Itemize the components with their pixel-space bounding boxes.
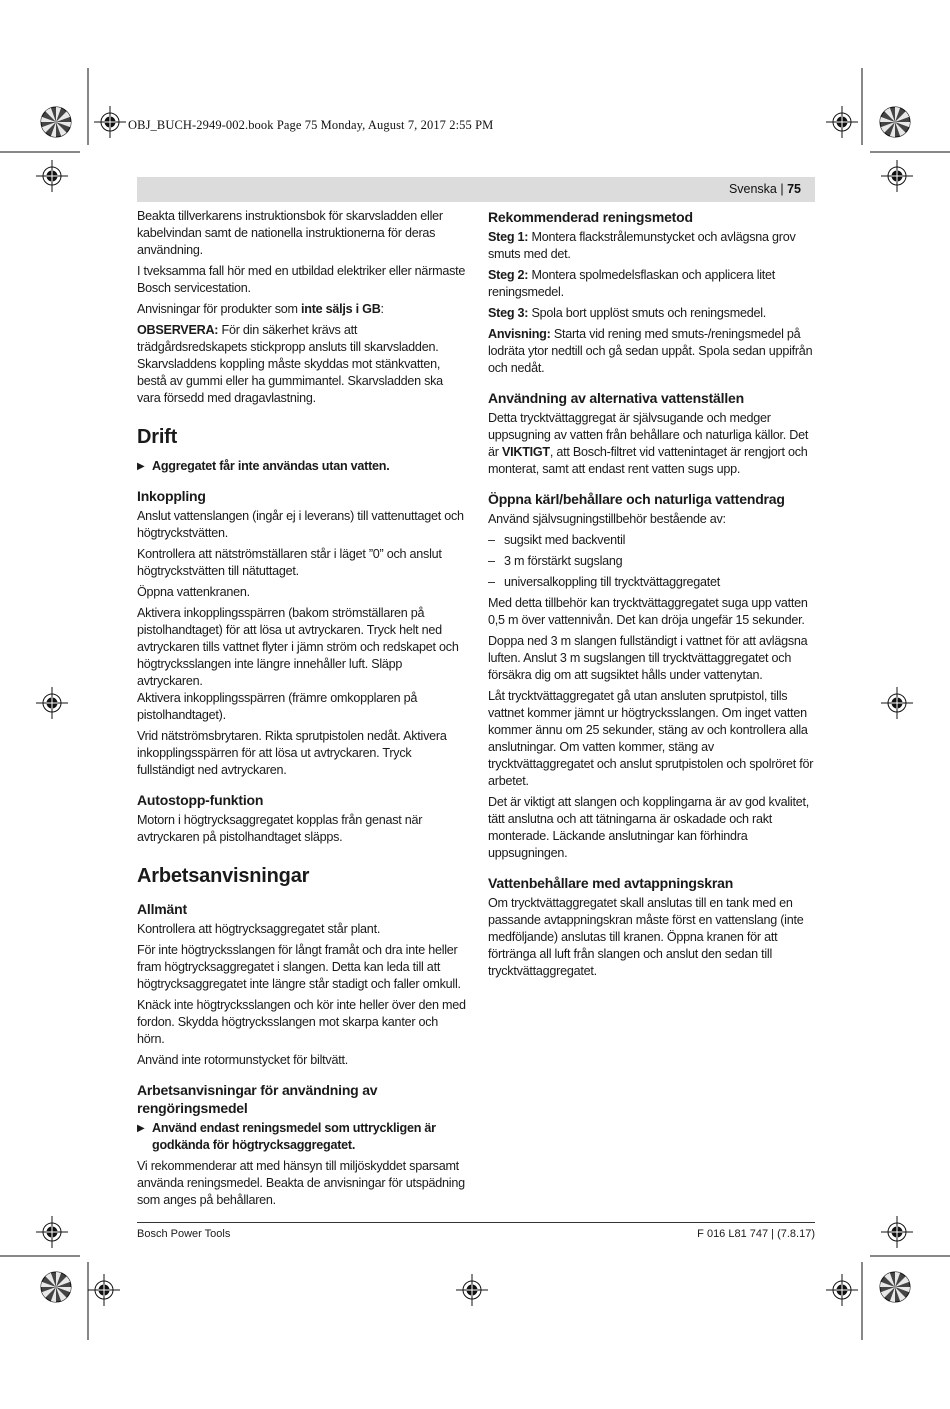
warning-item: ▶ Aggregatet får inte användas utan vatten.: [137, 459, 390, 473]
footer-publisher: Bosch Power Tools: [137, 1228, 231, 1240]
paragraph: I tveksamma fall hör med en utbildad elektriker eller närmaste Bosch servicestation.: [137, 264, 466, 295]
subsection-title-alternativa: Användning av alternativa vattenställen: [488, 390, 744, 406]
subsection-title-oppna-karl: Öppna kärl/behållare och naturliga vattendrag: [488, 491, 785, 507]
subsection-title-rekommenderad: Rekommenderad reningsmetod: [488, 209, 693, 225]
paragraph: Kontrollera att högtrycksaggregatet står plant.: [137, 922, 381, 936]
warning-item: ▶ Använd endast reningsmedel som uttryckligen är godkända för högtrycksaggregatet.: [137, 1121, 436, 1152]
footer-rule: [137, 1222, 815, 1223]
list-item: – sugsikt med backventil: [488, 533, 626, 547]
step-paragraph: Steg 1: Montera flackstrålemunstycket och avlägsna grov smuts med det.: [488, 230, 796, 261]
section-title-arbetsanvisningar: Arbetsanvisningar: [137, 865, 310, 887]
paragraph: Detta trycktvättaggregat är självsugande och medger uppsugning av vatten från behållare och naturliga källor. Det är VIKTIGT, att Bosch-filtret vid vattenintaget är rengjort och monterat, samt att endast rent vatten sugs upp.: [488, 411, 809, 476]
subsection-title-rengoringsmedel: Arbetsanvisningar för användning av rengöringsmedel: [137, 1082, 378, 1116]
paragraph: Aktivera inkopplingsspärren (främre omkopplaren på pistolhandtaget).: [137, 691, 418, 722]
page-number: 75: [787, 182, 801, 196]
paragraph: Låt trycktvättaggregatet gå utan ansluten sprutpistol, tills vattnet kommer jämnt ur högtrycksslangen. Om inget vatten kommer ännu om 25 sekunder, stäng av och kontrollera alla anslutningar. Om vatten kommer, stäng av trycktvättaggregatet och anslut sprutpistolen och spolröret för arbetet.: [488, 689, 814, 788]
footer-document-id: F 016 L81 747 | (7.8.17): [697, 1228, 815, 1240]
paragraph: Använd inte rotormunstycket för biltvätt.: [137, 1053, 348, 1067]
subsection-title-vattenbehallare: Vattenbehållare med avtappningskran: [488, 875, 734, 891]
paragraph: Öppna vattenkranen.: [137, 585, 250, 599]
paragraph: Om trycktvättaggregatet skall anslutas till en tank med en passande avtappningskran måste först en vattenslang (inte medföljande) anslutas till kranen. Öppna kranen för att förtränga all luft från slangen och anslut den sedan till trycktvättaggregatet.: [488, 896, 804, 978]
list-item: – universalkoppling till trycktvättaggregatet: [488, 575, 721, 589]
header-language: Svenska: [728, 182, 777, 196]
triangle-bullet-icon: ▶: [137, 1123, 145, 1134]
paragraph: Vrid nätströmsbrytaren. Rikta sprutpistolen nedåt. Aktivera inkopplingsspärren för att lösa ut avtryckaren. Tryck fullständigt ned avtryckaren.: [137, 729, 447, 777]
paragraph: För inte högtrycksslangen för långt framåt och dra inte heller fram högtrycksaggregatet i slangen. Detta kan leda till att högtrycksaggregatet inte längre står stadigt och faller omkull.: [137, 943, 461, 991]
note-paragraph: Anvisning: Starta vid rening med smuts-/reningsmedel på lodräta ytor nedtill och gå sedan uppåt. Spola sedan uppifrån och nedåt.: [488, 327, 813, 375]
paragraph: Motorn i högtrycksaggregatet kopplas från genast när avtryckaren på pistolhandtaget släpps.: [137, 813, 423, 844]
page-header: [729, 182, 801, 196]
paragraph: Vi rekommenderar att med hänsyn till miljöskyddet sparsamt använda reningsmedel. Beakta de anvisningar för utspädning som anges på behållaren.: [137, 1159, 465, 1207]
header-separator: |: [776, 182, 788, 196]
subsection-title-inkoppling: Inkoppling: [137, 488, 206, 504]
paragraph: Använd självsugningstillbehör bestående av:: [488, 512, 726, 526]
step-paragraph: Steg 3: Spola bort upplöst smuts och reningsmedel.: [488, 306, 767, 320]
step-paragraph: Steg 2: Montera spolmedelsflaskan och applicera litet reningsmedel.: [488, 268, 776, 299]
page-header-bar: [137, 177, 815, 202]
paragraph: Knäck inte högtrycksslangen och kör inte heller över den med fordon. Skydda högtrycksslangen mot skarpa kanter och hörn.: [137, 998, 466, 1046]
print-slug: OBJ_BUCH-2949-002.book Page 75 Monday, August 7, 2017 2:55 PM: [128, 118, 494, 132]
triangle-bullet-icon: ▶: [137, 461, 145, 472]
paragraph: Anslut vattenslangen (ingår ej i leverans) till vattenuttaget och högtryckstvätten.: [137, 509, 464, 540]
section-title-drift: Drift: [137, 426, 178, 448]
paragraph: Anvisningar för produkter som inte säljs i GB:: [137, 302, 384, 316]
paragraph: OBSERVERA: För din säkerhet krävs att trädgårdsredskapets stickpropp ansluts till skarvsladden. Skarvsladdens koppling måste skyddas mot stänkvatten, bestå av gummi eller ha gummimantel. Skarvsladden ska vara försedd med dragavlastning.: [137, 323, 443, 405]
paragraph: Med detta tillbehör kan trycktvättaggregatet suga upp vatten 0,5 m över vattennivån. Det kan dröja ungefär 15 sekunder.: [488, 596, 808, 627]
subsection-title-allmant: Allmänt: [137, 901, 187, 917]
left-column: [137, 208, 467, 1213]
paragraph: Beakta tillverkarens instruktionsbok för skarvsladden eller kabelvindan samt de nationella instruktionerna för deras användning.: [137, 209, 443, 257]
list-item: – 3 m förstärkt sugslang: [488, 554, 623, 568]
paragraph: Det är viktigt att slangen och kopplingarna är av god kvalitet, tätt anslutna och att tätningarna är oskadade och rakt monterade. Läckande anslutningar kan förhindra uppsugningen.: [488, 795, 809, 860]
paragraph: Kontrollera att nätströmställaren står i läget ”0” och anslut högtryckstvätten till nätuttaget.: [137, 547, 442, 578]
subsection-title-autostopp: Autostopp-funktion: [137, 792, 264, 808]
paragraph: Aktivera inkopplingsspärren (bakom strömställaren på pistolhandtaget) för att lösa ut avtryckaren. Tryck helt ned avtryckaren tills vattnet flyter i jämn ström och redskapet och högtrycksslangen inte längre innehåller luft. Släpp avtryckaren.: [137, 606, 459, 688]
right-column: [488, 208, 818, 984]
paragraph: Doppa ned 3 m slangen fullständigt i vattnet för att avlägsna luften. Anslut 3 m sugslangen till trycktvättaggregatet och försäkra dig om att sugsiktet hålls under vattenytan.: [488, 634, 808, 682]
